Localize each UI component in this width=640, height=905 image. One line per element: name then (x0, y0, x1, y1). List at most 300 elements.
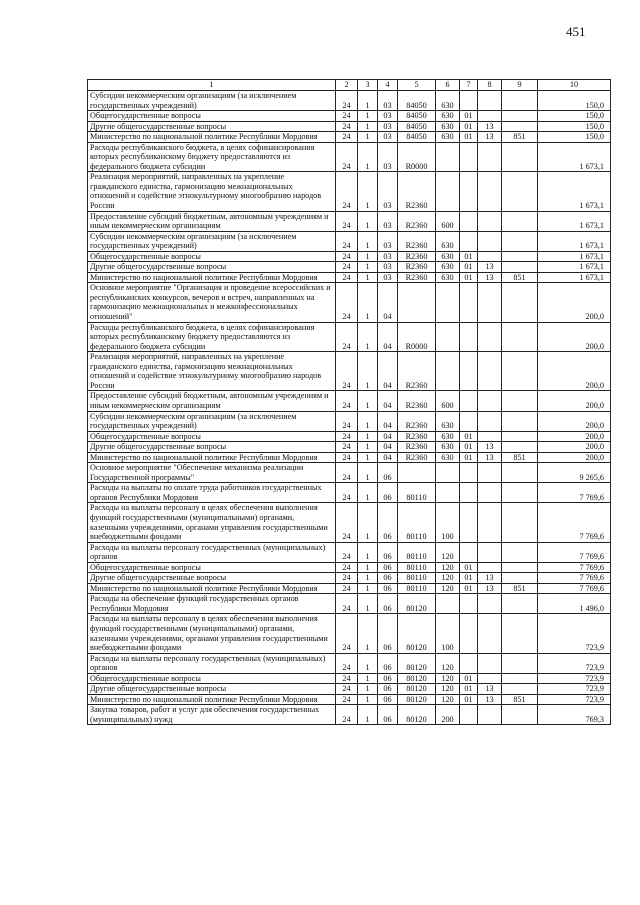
code-podrazdel (478, 91, 502, 111)
code-razdel: 01 (460, 262, 478, 273)
code-podrazdel (478, 503, 502, 542)
code-5: R0000 (398, 322, 436, 352)
code-3: 1 (358, 583, 378, 594)
row-name: Расходы республиканского бюджета, в целях софинансирования которых республиканскому бюджету предоставляются из федерального бюджета субсидии (88, 142, 336, 172)
code-5: R2360 (398, 272, 436, 283)
row-sum: 723,9 (538, 694, 611, 705)
code-glava: 24 (336, 231, 358, 251)
code-podrazdel: 13 (478, 262, 502, 273)
code-4: 06 (378, 694, 398, 705)
code-razdel: 01 (460, 694, 478, 705)
header-cell: 10 (538, 80, 611, 91)
table-body (88, 91, 611, 725)
code-podrazdel (478, 352, 502, 391)
row-sum: 723,9 (538, 684, 611, 695)
code-9 (502, 503, 538, 542)
code-5: 80110 (398, 562, 436, 573)
code-podrazdel: 13 (478, 121, 502, 132)
code-3: 1 (358, 452, 378, 463)
code-4: 06 (378, 583, 398, 594)
code-9 (502, 542, 538, 562)
code-podrazdel: 13 (478, 132, 502, 143)
code-9 (502, 121, 538, 132)
code-9 (502, 231, 538, 251)
code-9 (502, 431, 538, 442)
code-podrazdel (478, 172, 502, 211)
code-9: 851 (502, 583, 538, 594)
code-razdel: 01 (460, 583, 478, 594)
code-razdel (460, 391, 478, 411)
row-name: Расходы на обеспечение функций государственных органов Республики Мордовия (88, 594, 336, 614)
code-5 (398, 463, 436, 483)
code-vid-rashodov: 630 (436, 132, 460, 143)
code-3: 1 (358, 673, 378, 684)
budget-table (87, 79, 611, 725)
code-vid-rashodov: 630 (436, 231, 460, 251)
code-4: 04 (378, 411, 398, 431)
code-podrazdel (478, 211, 502, 231)
code-5: 80110 (398, 542, 436, 562)
code-5: R2360 (398, 431, 436, 442)
code-glava: 24 (336, 483, 358, 503)
code-9 (502, 322, 538, 352)
code-glava: 24 (336, 442, 358, 453)
row-name: Министерство по национальной политике Республики Мордовия (88, 272, 336, 283)
code-glava: 24 (336, 583, 358, 594)
table-row (88, 283, 611, 322)
row-sum: 1 673,1 (538, 272, 611, 283)
code-vid-rashodov (436, 283, 460, 322)
table-row (88, 503, 611, 542)
row-sum: 1 673,1 (538, 251, 611, 262)
table-row (88, 705, 611, 725)
table-row (88, 583, 611, 594)
code-vid-rashodov: 630 (436, 111, 460, 122)
code-3: 1 (358, 573, 378, 584)
code-vid-rashodov: 630 (436, 251, 460, 262)
row-sum: 723,9 (538, 673, 611, 684)
code-razdel (460, 705, 478, 725)
code-3: 1 (358, 91, 378, 111)
code-9 (502, 172, 538, 211)
row-name: Другие общегосударственные вопросы (88, 262, 336, 273)
code-podrazdel: 13 (478, 452, 502, 463)
code-razdel (460, 211, 478, 231)
code-5: 80120 (398, 705, 436, 725)
row-name: Расходы на выплаты персоналу в целях обеспечения выполнения функций государственными (муниципальными) органами, казенными учреждениями, органами управления государственными внебюджетными фондами (88, 503, 336, 542)
code-glava: 24 (336, 573, 358, 584)
code-razdel: 01 (460, 684, 478, 695)
code-glava: 24 (336, 322, 358, 352)
code-9 (502, 111, 538, 122)
code-razdel (460, 542, 478, 562)
code-podrazdel (478, 251, 502, 262)
row-name: Общегосударственные вопросы (88, 673, 336, 684)
code-razdel: 01 (460, 121, 478, 132)
code-vid-rashodov: 630 (436, 91, 460, 111)
code-podrazdel (478, 594, 502, 614)
code-4: 03 (378, 132, 398, 143)
code-podrazdel (478, 673, 502, 684)
code-9: 851 (502, 272, 538, 283)
row-sum: 7 769,6 (538, 483, 611, 503)
row-sum: 7 769,6 (538, 573, 611, 584)
code-vid-rashodov: 120 (436, 684, 460, 695)
code-3: 1 (358, 251, 378, 262)
code-glava: 24 (336, 411, 358, 431)
code-vid-rashodov: 630 (436, 411, 460, 431)
code-razdel (460, 614, 478, 653)
code-podrazdel (478, 283, 502, 322)
code-razdel (460, 322, 478, 352)
code-vid-rashodov: 120 (436, 542, 460, 562)
code-razdel: 01 (460, 573, 478, 584)
row-name: Общегосударственные вопросы (88, 431, 336, 442)
code-podrazdel (478, 653, 502, 673)
code-vid-rashodov: 630 (436, 442, 460, 453)
row-name: Общегосударственные вопросы (88, 562, 336, 573)
code-glava: 24 (336, 705, 358, 725)
code-razdel: 01 (460, 673, 478, 684)
code-vid-rashodov: 630 (436, 262, 460, 273)
row-name: Министерство по национальной политике Республики Мордовия (88, 583, 336, 594)
code-4: 04 (378, 283, 398, 322)
table-row (88, 211, 611, 231)
row-sum: 200,0 (538, 322, 611, 352)
code-vid-rashodov: 120 (436, 673, 460, 684)
code-5: R2360 (398, 172, 436, 211)
code-4: 06 (378, 483, 398, 503)
header-cell: 7 (460, 80, 478, 91)
code-3: 1 (358, 111, 378, 122)
code-glava: 24 (336, 684, 358, 695)
row-name: Расходы на выплаты персоналу государственных (муниципальных) органов (88, 542, 336, 562)
code-5: 80120 (398, 673, 436, 684)
code-9 (502, 391, 538, 411)
row-name: Реализация мероприятий, направленных на укрепление гражданского единства, гармонизацию межнациональных отношений и содействие этнокультурному многообразию народов России (88, 172, 336, 211)
row-sum: 1 673,1 (538, 172, 611, 211)
code-4: 03 (378, 172, 398, 211)
code-9 (502, 463, 538, 483)
code-3: 1 (358, 431, 378, 442)
row-sum: 1 673,1 (538, 262, 611, 273)
code-razdel: 01 (460, 111, 478, 122)
code-5: R2360 (398, 442, 436, 453)
table-row (88, 322, 611, 352)
code-glava: 24 (336, 653, 358, 673)
row-name: Министерство по национальной политике Республики Мордовия (88, 694, 336, 705)
code-4: 04 (378, 352, 398, 391)
code-glava: 24 (336, 211, 358, 231)
code-5: 84050 (398, 111, 436, 122)
row-name: Предоставление субсидий бюджетным, автономным учреждениям и иным некоммерческим организациям (88, 211, 336, 231)
row-sum: 723,9 (538, 653, 611, 673)
code-razdel: 01 (460, 251, 478, 262)
header-cell: 9 (502, 80, 538, 91)
code-3: 1 (358, 442, 378, 453)
code-razdel (460, 172, 478, 211)
table-row (88, 91, 611, 111)
code-podrazdel (478, 542, 502, 562)
header-cell: 1 (88, 80, 336, 91)
row-name: Субсидии некоммерческим организациям (за исключением государственных учреждений) (88, 91, 336, 111)
code-4: 06 (378, 684, 398, 695)
row-sum: 200,0 (538, 442, 611, 453)
code-5: 80110 (398, 483, 436, 503)
row-sum: 1 673,1 (538, 231, 611, 251)
code-5: R2360 (398, 411, 436, 431)
code-5: R2360 (398, 262, 436, 273)
code-podrazdel (478, 463, 502, 483)
code-glava: 24 (336, 142, 358, 172)
code-5: R2360 (398, 391, 436, 411)
code-3: 1 (358, 684, 378, 695)
header-cell: 8 (478, 80, 502, 91)
table-row (88, 463, 611, 483)
code-vid-rashodov: 630 (436, 452, 460, 463)
code-3: 1 (358, 172, 378, 211)
code-vid-rashodov: 600 (436, 391, 460, 411)
code-razdel (460, 483, 478, 503)
code-3: 1 (358, 142, 378, 172)
row-name: Основное мероприятие "Организация и проведение всероссийских и республиканских конкурсов, вечеров и встреч, направленных на гармонизацию межнациональных и межконфессиональных отношений" (88, 283, 336, 322)
row-name: Общегосударственные вопросы (88, 251, 336, 262)
code-5: R2360 (398, 231, 436, 251)
code-9 (502, 562, 538, 573)
code-glava: 24 (336, 251, 358, 262)
code-podrazdel (478, 142, 502, 172)
code-4: 06 (378, 463, 398, 483)
table-row (88, 272, 611, 283)
code-glava: 24 (336, 673, 358, 684)
code-4: 06 (378, 542, 398, 562)
code-4: 06 (378, 562, 398, 573)
code-4: 03 (378, 272, 398, 283)
row-sum: 7 769,6 (538, 562, 611, 573)
code-9 (502, 91, 538, 111)
code-3: 1 (358, 694, 378, 705)
row-sum: 723,9 (538, 614, 611, 653)
table-row (88, 132, 611, 143)
code-glava: 24 (336, 542, 358, 562)
code-glava: 24 (336, 262, 358, 273)
row-name: Общегосударственные вопросы (88, 111, 336, 122)
code-vid-rashodov: 120 (436, 583, 460, 594)
code-vid-rashodov: 600 (436, 211, 460, 231)
code-4: 03 (378, 251, 398, 262)
table-row (88, 653, 611, 673)
code-5 (398, 283, 436, 322)
code-4: 06 (378, 673, 398, 684)
code-5: 80110 (398, 573, 436, 584)
code-vid-rashodov: 630 (436, 121, 460, 132)
code-4: 04 (378, 431, 398, 442)
code-4: 06 (378, 705, 398, 725)
code-5: 80120 (398, 684, 436, 695)
header-cell: 6 (436, 80, 460, 91)
code-razdel (460, 231, 478, 251)
row-name: Другие общегосударственные вопросы (88, 684, 336, 695)
code-glava: 24 (336, 283, 358, 322)
code-4: 03 (378, 142, 398, 172)
code-razdel: 01 (460, 272, 478, 283)
code-podrazdel (478, 391, 502, 411)
code-4: 04 (378, 452, 398, 463)
code-vid-rashodov: 120 (436, 573, 460, 584)
code-glava: 24 (336, 272, 358, 283)
code-glava: 24 (336, 391, 358, 411)
code-3: 1 (358, 503, 378, 542)
table-row (88, 231, 611, 251)
code-glava: 24 (336, 111, 358, 122)
code-podrazdel: 13 (478, 583, 502, 594)
code-9 (502, 142, 538, 172)
code-glava: 24 (336, 694, 358, 705)
table-row (88, 172, 611, 211)
code-4: 06 (378, 614, 398, 653)
code-4: 03 (378, 231, 398, 251)
code-vid-rashodov: 120 (436, 562, 460, 573)
code-razdel: 01 (460, 442, 478, 453)
table-row (88, 594, 611, 614)
code-glava: 24 (336, 91, 358, 111)
table-row (88, 562, 611, 573)
code-3: 1 (358, 483, 378, 503)
row-sum: 150,0 (538, 132, 611, 143)
code-5: 84050 (398, 91, 436, 111)
code-4: 04 (378, 391, 398, 411)
code-podrazdel: 13 (478, 272, 502, 283)
code-4: 04 (378, 322, 398, 352)
table-row (88, 573, 611, 584)
code-5: 80110 (398, 503, 436, 542)
table-row (88, 694, 611, 705)
row-name: Другие общегосударственные вопросы (88, 442, 336, 453)
code-4: 06 (378, 594, 398, 614)
code-podrazdel (478, 614, 502, 653)
row-sum: 150,0 (538, 121, 611, 132)
code-5: 80110 (398, 583, 436, 594)
code-vid-rashodov (436, 483, 460, 503)
code-podrazdel: 13 (478, 442, 502, 453)
table-row (88, 483, 611, 503)
code-podrazdel (478, 322, 502, 352)
row-sum: 200,0 (538, 431, 611, 442)
code-vid-rashodov (436, 142, 460, 172)
code-vid-rashodov: 630 (436, 272, 460, 283)
code-vid-rashodov: 120 (436, 653, 460, 673)
code-vid-rashodov: 200 (436, 705, 460, 725)
table-row (88, 673, 611, 684)
code-9 (502, 573, 538, 584)
code-glava: 24 (336, 121, 358, 132)
row-sum: 200,0 (538, 411, 611, 431)
table-row (88, 391, 611, 411)
code-4: 06 (378, 503, 398, 542)
code-vid-rashodov: 100 (436, 503, 460, 542)
code-3: 1 (358, 132, 378, 143)
code-4: 03 (378, 111, 398, 122)
code-5: 84050 (398, 121, 436, 132)
code-9 (502, 614, 538, 653)
code-razdel: 01 (460, 132, 478, 143)
row-sum: 1 673,1 (538, 142, 611, 172)
row-name: Основное мероприятие "Обеспечение механизма реализации Государственной программы" (88, 463, 336, 483)
row-sum: 200,0 (538, 391, 611, 411)
code-5: R2360 (398, 211, 436, 231)
code-9 (502, 283, 538, 322)
code-razdel (460, 411, 478, 431)
table-row (88, 431, 611, 442)
code-3: 1 (358, 262, 378, 273)
row-name: Предоставление субсидий бюджетным, автономным учреждениям и иным некоммерческим организациям (88, 391, 336, 411)
code-9 (502, 411, 538, 431)
code-podrazdel (478, 483, 502, 503)
code-vid-rashodov (436, 352, 460, 391)
row-name: Министерство по национальной политике Республики Мордовия (88, 452, 336, 463)
row-name: Расходы на выплаты по оплате труда работников государственных органов Республики Мордовия (88, 483, 336, 503)
code-9 (502, 211, 538, 231)
code-9: 851 (502, 452, 538, 463)
code-glava: 24 (336, 463, 358, 483)
row-sum: 200,0 (538, 452, 611, 463)
code-3: 1 (358, 322, 378, 352)
code-3: 1 (358, 594, 378, 614)
code-glava: 24 (336, 614, 358, 653)
code-podrazdel (478, 231, 502, 251)
code-3: 1 (358, 463, 378, 483)
code-4: 03 (378, 211, 398, 231)
code-5: R2360 (398, 251, 436, 262)
code-razdel (460, 503, 478, 542)
row-sum: 200,0 (538, 352, 611, 391)
row-name: Закупка товаров, работ и услуг для обеспечения государственных (муниципальных) нужд (88, 705, 336, 725)
table-row (88, 684, 611, 695)
code-9 (502, 653, 538, 673)
row-name: Расходы на выплаты персоналу государственных (муниципальных) органов (88, 653, 336, 673)
code-5: R0000 (398, 142, 436, 172)
code-3: 1 (358, 121, 378, 132)
table-row (88, 121, 611, 132)
code-podrazdel (478, 562, 502, 573)
code-razdel: 01 (460, 431, 478, 442)
code-glava: 24 (336, 452, 358, 463)
table-row (88, 111, 611, 122)
code-4: 04 (378, 442, 398, 453)
code-glava: 24 (336, 431, 358, 442)
code-glava: 24 (336, 132, 358, 143)
code-5: 80120 (398, 694, 436, 705)
code-3: 1 (358, 231, 378, 251)
row-sum: 1 496,0 (538, 594, 611, 614)
table-row (88, 452, 611, 463)
code-podrazdel: 13 (478, 694, 502, 705)
code-vid-rashodov (436, 594, 460, 614)
code-4: 06 (378, 573, 398, 584)
code-3: 1 (358, 272, 378, 283)
table-row (88, 251, 611, 262)
row-sum: 7 769,6 (538, 542, 611, 562)
code-razdel: 01 (460, 452, 478, 463)
code-3: 1 (358, 391, 378, 411)
row-name: Реализация мероприятий, направленных на укрепление гражданского единства, гармонизацию межнациональных отношений и содействие этнокультурному многообразию народов России (88, 352, 336, 391)
code-vid-rashodov (436, 322, 460, 352)
code-9 (502, 594, 538, 614)
code-9 (502, 251, 538, 262)
code-5: 80120 (398, 614, 436, 653)
row-name: Субсидии некоммерческим организациям (за исключением государственных учреждений) (88, 231, 336, 251)
table-row (88, 542, 611, 562)
